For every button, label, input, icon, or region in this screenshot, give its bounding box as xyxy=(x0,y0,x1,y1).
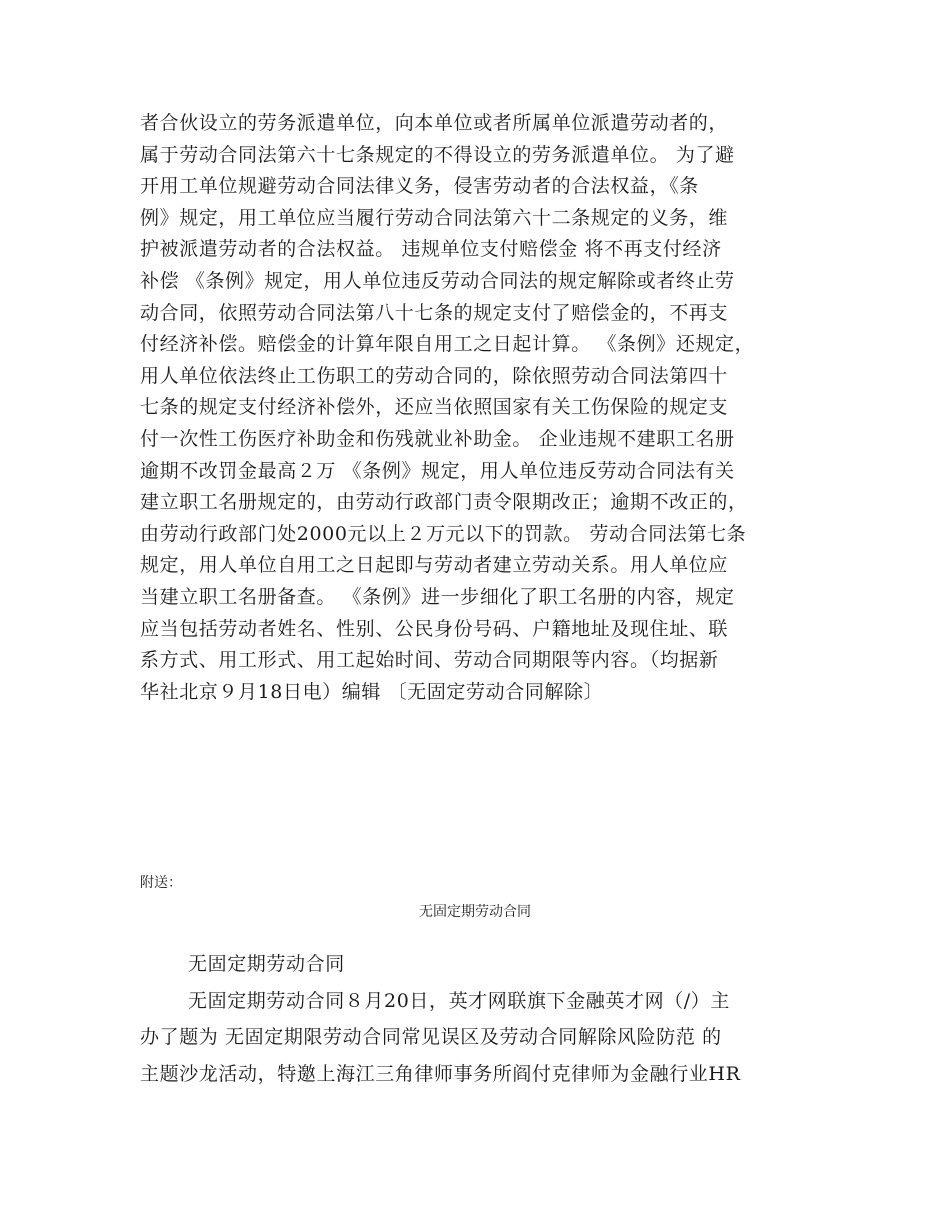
attachment-line: 办了题为 无固定期限劳动合同常见误区及劳动合同解除风险防范 的 xyxy=(140,1026,722,1048)
body-line: 华社北京９月18日电）编辑 〔无固定劳动合同解除〕 xyxy=(140,680,604,703)
attachment-body-text xyxy=(140,946,840,1092)
attachment-line: 主题沙龙活动，特邀上海江三角律师事务所阎付克律师为金融行业HR xyxy=(140,1062,741,1085)
body-line: 动合同，依照劳动合同法第八十七条的规定支付了赔偿金的，不再支 xyxy=(140,301,729,324)
body-line: 例》规定，用工单位应当履行劳动合同法第六十二条规定的义务，维 xyxy=(140,206,729,229)
appendix-label: 附送： xyxy=(140,875,182,891)
body-line: 规定，用人单位自用工之日起即与劳动者建立劳动关系。用人单位应 xyxy=(140,554,729,577)
appendix-title: 无固定期劳动合同 xyxy=(419,904,531,920)
attachment-heading: 无固定期劳动合同 xyxy=(188,953,345,975)
body-line: 由劳动行政部门处2000元以上２万元以下的罚款。 劳动合同法第七条 xyxy=(140,522,747,545)
body-line: 者合伙设立的劳务派遣单位，向本单位或者所属单位派遣劳动者的， xyxy=(140,112,729,134)
body-line: 当建立职工名册备查。 《条例》进一步细化了职工名册的内容，规定 xyxy=(140,585,735,608)
body-line: 补偿 《条例》规定，用人单位违反劳动合同法的规定解除或者终止劳 xyxy=(140,269,735,292)
body-line: 应当包括劳动者姓名、性别、公民身份号码、户籍地址及现住址、联 xyxy=(140,617,729,640)
body-line: 开用工单位规避劳动合同法律义务，侵害劳动者的合法权益，《条 xyxy=(140,175,699,198)
body-line: 系方式、用工形式、用工起始时间、劳动合同期限等内容。（均据新 xyxy=(140,649,719,672)
body-line: 逾期不改罚金最高２万 《条例》规定，用人单位违反劳动合同法有关 xyxy=(140,459,735,482)
body-line: 付一次性工伤医疗补助金和伤残就业补助金。 企业违规不建职工名册 xyxy=(140,427,735,450)
body-line: 护被派遣劳动者的合法权益。 违规单位支付赔偿金 将不再支付经济 xyxy=(140,238,722,261)
body-line: 付经济补偿。赔偿金的计算年限自用工之日起计算。 《条例》还规定， xyxy=(140,333,755,356)
attachment-line: 无固定期劳动合同８月20日，英才网联旗下金融英才网（/）主 xyxy=(188,989,730,1012)
body-line: 用人单位依法终止工伤职工的劳动合同的，除依照劳动合同法第四十 xyxy=(140,364,729,387)
body-line: 属于劳动合同法第六十七条规定的不得设立的劳务派遣单位。 为了避 xyxy=(140,143,735,166)
body-line: 七条的规定支付经济补偿外，还应当依照国家有关工伤保险的规定支 xyxy=(140,396,729,419)
body-line: 建立职工名册规定的，由劳动行政部门责令限期改正；逾期不改正的， xyxy=(140,491,748,514)
main-body-text xyxy=(140,108,840,708)
